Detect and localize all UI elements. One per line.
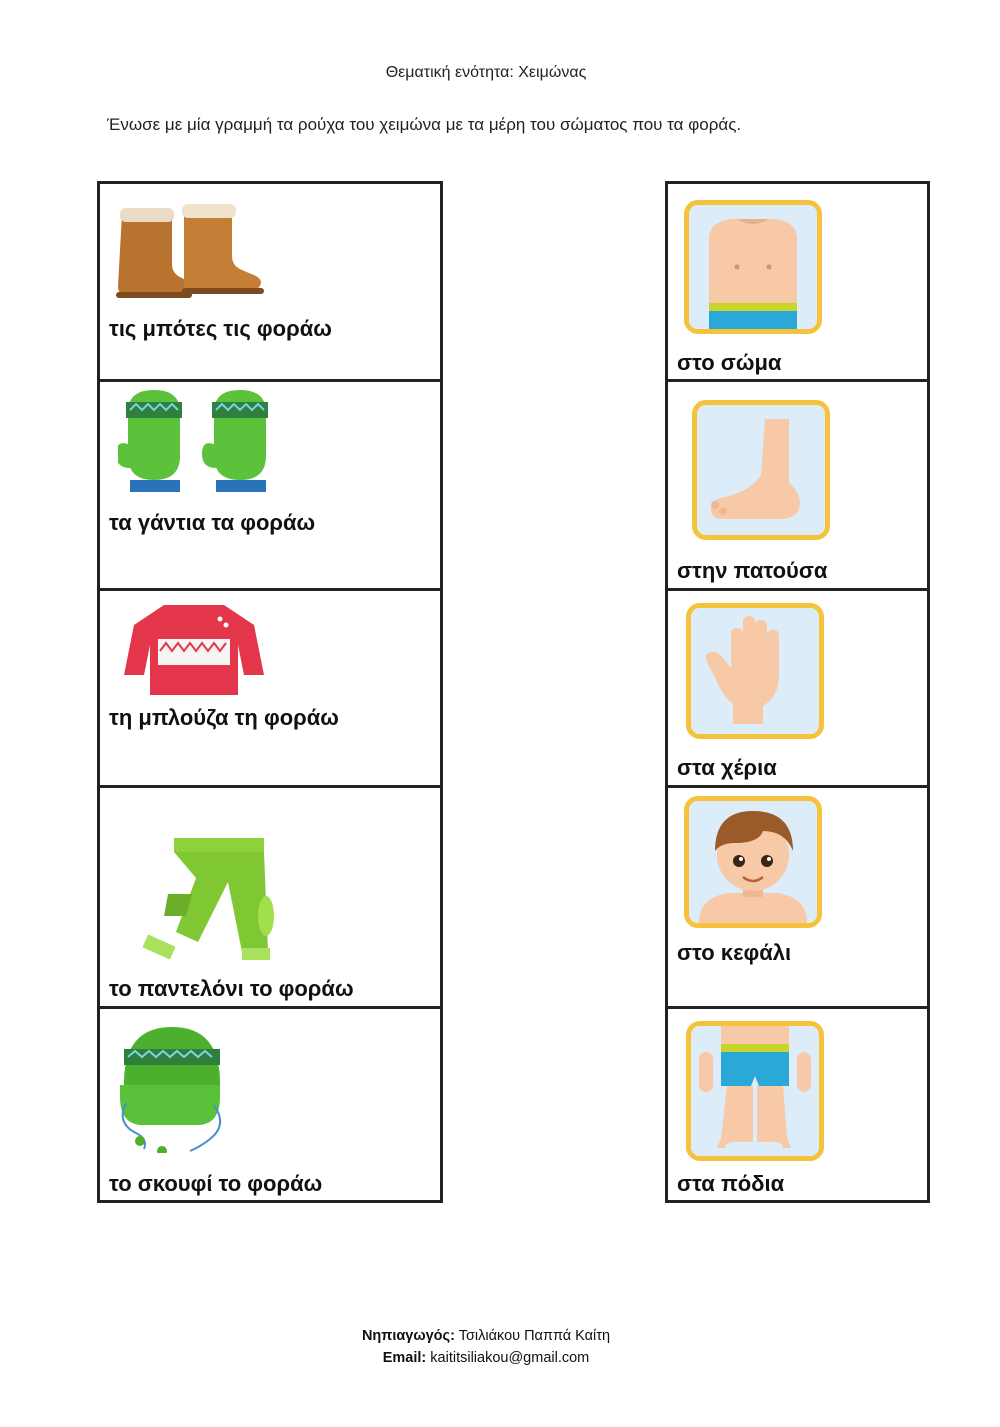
body-part-label: στο σώμα: [677, 350, 782, 375]
foot-picture: [692, 400, 830, 540]
clothes-label: τα γάντια τα φοράω: [109, 510, 316, 535]
body-part-card-torso[interactable]: [668, 184, 927, 382]
legs-picture: [686, 1021, 824, 1161]
head-picture: [684, 796, 822, 928]
torso-icon: [689, 205, 817, 329]
hand-picture: [686, 603, 824, 739]
body-part-card-legs[interactable]: [668, 1009, 927, 1200]
body-part-label: στην πατούσα: [677, 558, 828, 583]
teacher-line: [0, 1325, 972, 1347]
mittens-icon: [118, 388, 276, 498]
legs-icon: [691, 1026, 819, 1156]
email-label: Email:: [382, 1350, 427, 1366]
hat-icon: [110, 1023, 230, 1153]
clothes-card-boots[interactable]: [100, 184, 440, 382]
clothes-label: το σκουφί το φοράω: [109, 1171, 323, 1196]
body-part-label: στα πόδια: [677, 1171, 785, 1196]
head-icon: [689, 801, 817, 923]
clothes-label: τη μπλούζα τη φοράω: [109, 705, 339, 730]
clothes-card-mittens[interactable]: [100, 382, 440, 591]
teacher-label: Νηπιαγωγός:: [361, 1328, 455, 1344]
teacher-name: Τσιλιάκου Παππά Καίτη: [458, 1328, 611, 1344]
body-part-card-head[interactable]: [668, 788, 927, 1009]
foot-icon: [697, 405, 825, 535]
sweater-icon: [124, 599, 264, 699]
footer: [0, 1325, 972, 1369]
body-part-card-foot[interactable]: [668, 382, 927, 591]
torso-picture: [684, 200, 822, 334]
email-line: [0, 1347, 972, 1369]
email-address: kaititsiliakou@gmail.com: [430, 1350, 590, 1366]
body-parts-column: [665, 181, 930, 1203]
instruction-text: Ένωσε με μία γραμμή τα ρούχα του χειμώνα με τα μέρη του σώματος που τα φοράς.: [107, 115, 742, 134]
clothes-label: το παντελόνι το φοράω: [109, 976, 354, 1001]
body-part-label: στα χέρια: [677, 755, 777, 780]
clothes-column: [97, 181, 443, 1203]
clothes-label: τις μπότες τις φοράω: [109, 316, 332, 341]
boots-icon: [114, 204, 276, 304]
hand-icon: [691, 608, 819, 734]
body-part-label: στο κεφάλι: [677, 940, 792, 965]
trousers-icon: [140, 836, 280, 966]
clothes-card-trousers[interactable]: [100, 788, 440, 1009]
body-part-card-hand[interactable]: [668, 591, 927, 788]
page-title: Θεματική ενότητα: Χειμώνας: [385, 64, 587, 81]
clothes-card-hat[interactable]: [100, 1009, 440, 1200]
clothes-card-sweater[interactable]: [100, 591, 440, 788]
